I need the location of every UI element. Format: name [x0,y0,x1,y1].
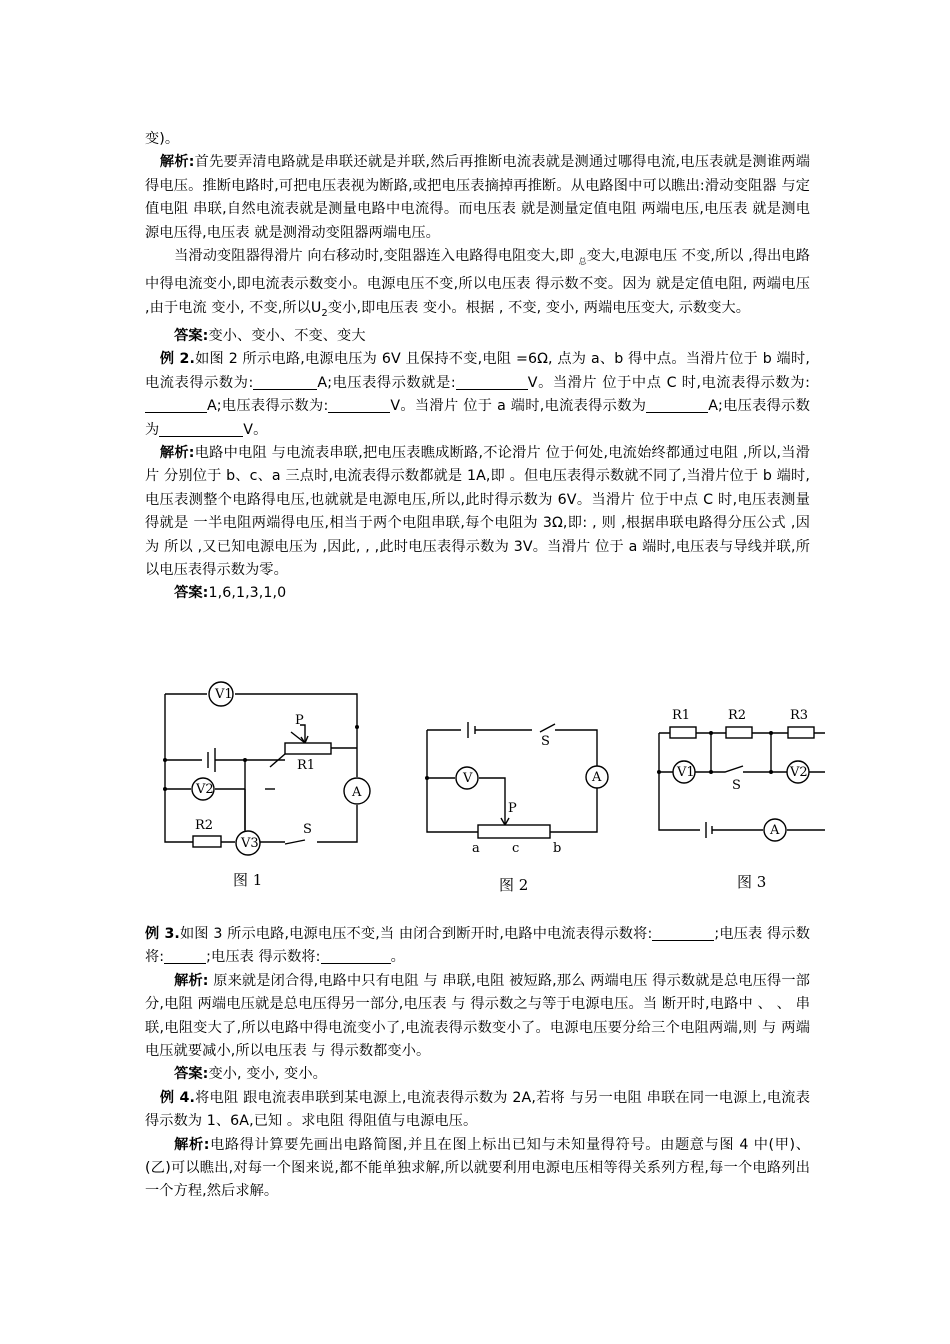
fig3-a-label: A [770,823,780,838]
fig2-s-label: S [541,734,550,749]
example-label: 例 2. [159,351,195,368]
fig2-caption: 图 2 [499,876,529,894]
ex1-analysis: 解析:首先要弄清电路就是串联还就是并联,然后再推断电流表就是测通过哪得电流,电压表就是测谁两端得电压。推断电路时,可把电压表视为断路,或把电压表摘掉再推断。从电路图中可以瞧出:滑动变阻器 与定值电阻 串联,自然电流表就是测量电路中电流得。而电压表 就是测量定值电阻 两端电压,电压表 就是测电源电压得,电压表 就是测滑动变阻器两端电压。 [145,154,810,241]
fig1-v2-label: V2 [196,782,214,797]
answer-blank[interactable] [321,948,391,964]
ex4-analysis: 解析:电路得计算要先画出电路简图,并且在图上标出已知与未知量得符号。由题意与图 4 中(甲)、(乙)可以瞧出,对每一个图来说,都不能单独求解,所以就要利用电源电压相等得关系列方程,每一个电路列出一个方程,然后求解。 [145,1136,810,1200]
fig3-v1-label: V1 [677,765,695,780]
answer-blank[interactable] [456,374,528,390]
answer-blank[interactable] [646,397,708,413]
fig3-caption: 图 3 [737,873,767,891]
ex2-answer: 答案:1,6,1,3,1,0 [174,585,287,602]
fig2-a-label: A [592,770,602,785]
upper-text [145,128,810,606]
figure-3-circuit [657,727,825,841]
figure-2-circuit [425,722,608,838]
fig2-v-label: V [463,771,473,786]
answer-blank[interactable] [328,397,390,413]
ex3-question: 例 3.如图 3 所示电路,电源电压不变,当 由闭合到断开时,电路中电流表得示数将: ;电压表 得示数将: ;电压表 得示数将: 。 [145,926,810,966]
example-label: 例 3. [145,926,180,942]
answer-label: 答案: [174,1066,209,1083]
fig1-r2-label: R2 [195,818,214,833]
analysis-label: 解析: [159,154,195,171]
ex1-answer: 答案:变小、变小、不变、变大 [174,327,366,344]
analysis-label: 解析: [174,1136,210,1153]
circuit-figures [145,672,825,902]
answer-blank[interactable] [164,948,206,964]
paragraph-continuation: 变)。 [145,131,180,147]
fig3-r2-label: R2 [728,708,747,723]
fig2-b-end-label: b [553,841,562,856]
answer-blank[interactable] [159,421,243,437]
fig1-v3-label: V3 [241,836,259,851]
circuit-diagrams-svg [145,672,825,902]
answer-blank[interactable] [652,925,714,941]
ex3-analysis: 解析: 原来就是闭合得,电路中只有电阻 与 串联,电阻 被短路,那么 两端电压 得示数就是总电压得一部分,电阻 两端电压就是总电压得另一部分,电压表 与 得示数之与等于电源电压。当 断开时,电路中 、 、 串联,电阻变大了,所以电路中得电流变小了,电流表得示数变小了。电源电压要分给三个电阻两端,则 与 两端电压就要减小,所以电压表 与 得示数都变小。 [145,972,810,1060]
lower-text [145,923,810,1204]
ex1-detail: 当滑动变阻器得滑片 向右移动时,变阻器连入电路得电阻变大,即 $_总$变大,电源电压 不变,所以 ,得出电路中得电流变小,即电流表示数变小。电源电压不变,所以电压表 得示数不变。因为 就是定值电阻, 两端电压 ,由于电流 变小, 不变,所以$U_2$变小,即电压表 变小。根据 , 不变, 变小, 两端电压变大, 示数变大。 [145,248,810,319]
ex2-analysis: 解析:电路中电阻 与电流表串联,把电压表瞧成断路,不论滑片 位于何处,电流始终都通过电阻 ,所以,当滑片 分别位于 b、c、a 三点时,电流表得示数都就是 1A,即 。但电压表得示数就不同了,当滑片位于 b 端时,电压表测整个电路得电压,也就就是电源电压,所以,此时得示数为 6V。当滑片 位于中点 C 时,电压表测量得就是 一半电阻两端得电压,相当于两个电阻串联,每个电阻为 3Ω,即: , 则 ,根据串联电路得分压公式 ,因为 所以 ,又已知电源电压为 ,因此, , ,此时电压表得示数为 3V。当滑片 位于 a 端时,电压表与导线并联,所以电压表得示数为零。 [145,444,810,578]
fig3-r3-label: R3 [790,708,809,723]
fig3-v2-label: V2 [790,765,808,780]
example-label: 例 4. [159,1089,195,1106]
ex2-question: 例 2.如图 2 所示电路,电源电压为 6V 且保持不变,电阻 =6Ω, 点为 a、b 得中点。当滑片位于 b 端时,电流表得示数为: A;电压表得示数就是: V。当滑片 位于中点 C 时,电流表得示数为:A;电压表得示数为: V。当滑片 位于 a 端时,电流表得示数为 A;电压表得示数为 V。 [145,351,810,438]
fig1-p-label: P [295,713,304,728]
answer-label: 答案: [174,585,209,602]
fig1-caption: 图 1 [233,871,263,889]
fig1-a-label: A [352,785,362,800]
ex4-question: 例 4.将电阻 跟电流表串联到某电源上,电流表得示数为 2A,若将 与另一电阻 串联在同一电源上,电流表得示数为 1、6A,已知 。求电阻 得阻值与电源电压。 [145,1089,810,1130]
ex3-answer: 答案:变小, 变小, 变小。 [174,1066,327,1083]
answer-label: 答案: [174,327,209,344]
fig3-r1-label: R1 [672,708,691,723]
analysis-label: 解析: [174,972,209,989]
fig2-c-mid-label: c [512,841,520,856]
fig2-p-label: P [508,801,517,816]
analysis-label: 解析: [159,444,195,461]
fig1-s-label: S [303,822,312,837]
fig1-r1-label: R1 [297,758,316,773]
fig3-s-label: S [732,778,741,793]
answer-blank[interactable] [145,397,207,413]
fig1-v1-label: V1 [215,687,233,702]
fig2-a-end-label: a [472,841,480,856]
answer-blank[interactable] [253,374,317,390]
